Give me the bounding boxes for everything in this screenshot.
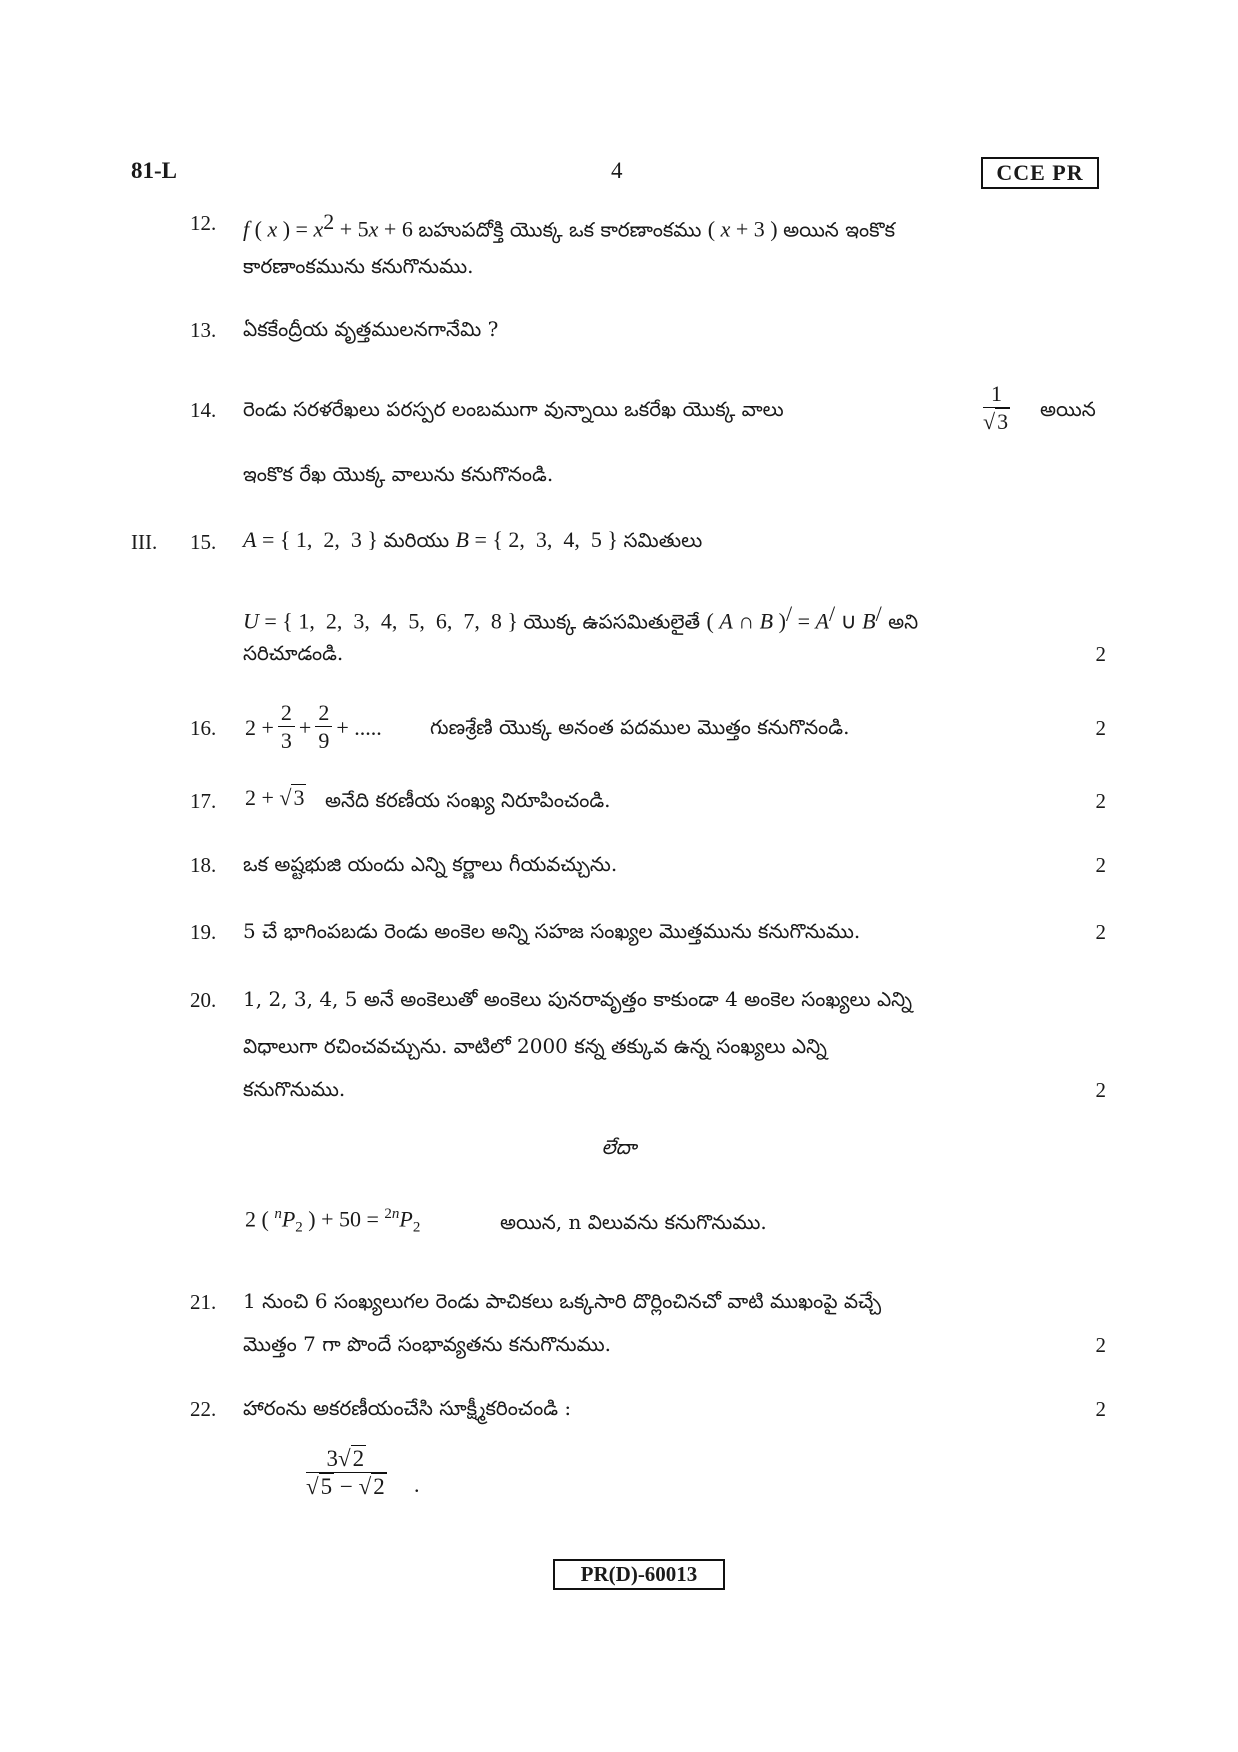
q12-math-fx: f <box>243 216 250 242</box>
question-number-21: 21. <box>190 1290 217 1314</box>
q20-marks: 2 <box>1095 1078 1106 1102</box>
section-label: III. <box>131 530 158 554</box>
q16-marks: 2 <box>1095 716 1106 740</box>
q22-period: . <box>414 1472 420 1497</box>
question-number-16: 16. <box>190 716 217 740</box>
q20-line-2: విధాలుగా రచించవచ్చును. వాటిలో 2000 కన్న తక్కువ ఉన్న సంఖ్యలు ఎన్ని <box>243 1034 827 1058</box>
q16-expression: 2 + $\frac{2}{3}$ + $\frac{2}{9}$ + ..... <box>245 700 382 753</box>
q19-text: 5 చే భాగింపబడు రెండు అంకెల అన్ని సహజ సంఖ్యల మొత్తమును కనుగొనుము. <box>243 919 861 943</box>
q18-marks: 2 <box>1095 853 1106 877</box>
q22-fraction: $\frac{3√2}{√5 - √2}$ <box>306 1446 385 1499</box>
or-separator: లేదా <box>601 1135 637 1159</box>
question-number-14: 14. <box>190 398 217 422</box>
q15-text-a: మరియు <box>383 528 450 552</box>
question-number-22: 22. <box>190 1397 217 1421</box>
q15-text-c: యొక్క ఉపసమితులైతే <box>523 609 701 634</box>
q20-alt-expression: 2 ( $^nP_2$ ) + $50 = ^{2n}P_2$ <box>245 1206 421 1236</box>
question-12: f ( x ) = $x^2 + 5x + 6$ బహుపదోక్తి యొక్క ఒక కారణాంకము ( x + 3 ) అయిన ఇంకొక <box>243 209 896 242</box>
q14-fraction: $\frac{1}{√3}$ <box>983 381 1009 434</box>
q12-text-c: కారణాంకమును కనుగొనుము. <box>243 254 474 278</box>
exam-code-box: CCE PR <box>981 157 1099 189</box>
question-13: ఏకకేంద్రీయ వృత్తములనగానేమి ? <box>243 317 499 341</box>
q17-marks: 2 <box>1095 789 1106 813</box>
footer-code-box: PR(D)-60013 <box>553 1559 725 1590</box>
paper-code: 81-L <box>131 158 177 183</box>
q20-alt-text: అయిన, n విలువను కనుగొనుము. <box>500 1210 767 1234</box>
q14-text-b: అయిన <box>1040 397 1096 421</box>
question-number-13: 13. <box>190 318 217 342</box>
q15-text-e: సరిచూడండి. <box>243 641 344 665</box>
q12-text-a: బహుపదోక్తి యొక్క ఒక కారణాంకము <box>418 217 702 242</box>
q22-marks: 2 <box>1095 1397 1106 1421</box>
q15-line-1: A = { 1, 2, 3 } మరియు B = { 2, 3, 4, 5 } సమితులు <box>243 527 703 552</box>
q17-text: అనేది కరణీయ సంఖ్య నిరూపించండి. <box>325 788 611 812</box>
page-number: 4 <box>611 158 623 183</box>
q21-marks: 2 <box>1095 1333 1106 1357</box>
question-number-17: 17. <box>190 789 217 813</box>
question-number-20: 20. <box>190 988 217 1012</box>
q17-expression: 2 + √3 <box>245 785 305 810</box>
question-number-15: 15. <box>190 530 217 554</box>
question-number-12: 12. <box>190 211 217 235</box>
q15-marks: 2 <box>1095 642 1106 666</box>
q20-line-3: కనుగొనుము. <box>243 1077 346 1101</box>
question-number-19: 19. <box>190 920 217 944</box>
q20-line-1: 1, 2, 3, 4, 5 అనే అంకెలుతో అంకెలు పునరావృత్తం కాకుండా 4 అంకెల సంఖ్యలు ఎన్ని <box>243 987 913 1011</box>
q21-line-2: మొత్తం 7 గా పొందే సంభావ్యతను కనుగొనుము. <box>243 1332 612 1356</box>
question-number-18: 18. <box>190 853 217 877</box>
q14-text-c: ఇంకొక రేఖ యొక్క వాలును కనుగొనండి. <box>243 462 554 486</box>
q15-text-d: అని <box>888 609 919 634</box>
q15-text-b: సమితులు <box>623 528 703 552</box>
q14-text-a: రెండు సరళరేఖలు పరస్పర లంబముగా వున్నాయి ఒకరేఖ యొక్క వాలు <box>243 397 784 421</box>
q22-text: హారంను అకరణీయంచేసి సూక్ష్మీకరించండి : <box>243 1396 572 1420</box>
q16-text: గుణశ్రేణి యొక్క అనంత పదముల మొత్తం కనుగొనండి. <box>430 715 850 739</box>
q12-text-b: అయిన ఇంకొక <box>783 217 896 242</box>
q21-line-1: 1 నుంచి 6 సంఖ్యలుగల రెండు పాచికలు ఒక్కసారి దొర్లించినచో వాటి ముఖంపై వచ్చే <box>243 1289 882 1313</box>
q19-marks: 2 <box>1095 920 1106 944</box>
q18-text: ఒక అష్టభుజి యందు ఎన్ని కర్ణాలు గీయవచ్చును. <box>243 852 618 876</box>
q15-line-2: U = { 1, 2, 3, 4, 5, 6, 7, 8 } యొక్క ఉపసమితులైతే ( A ∩ B )/ = A/ ∪ B/ అని <box>243 601 919 634</box>
